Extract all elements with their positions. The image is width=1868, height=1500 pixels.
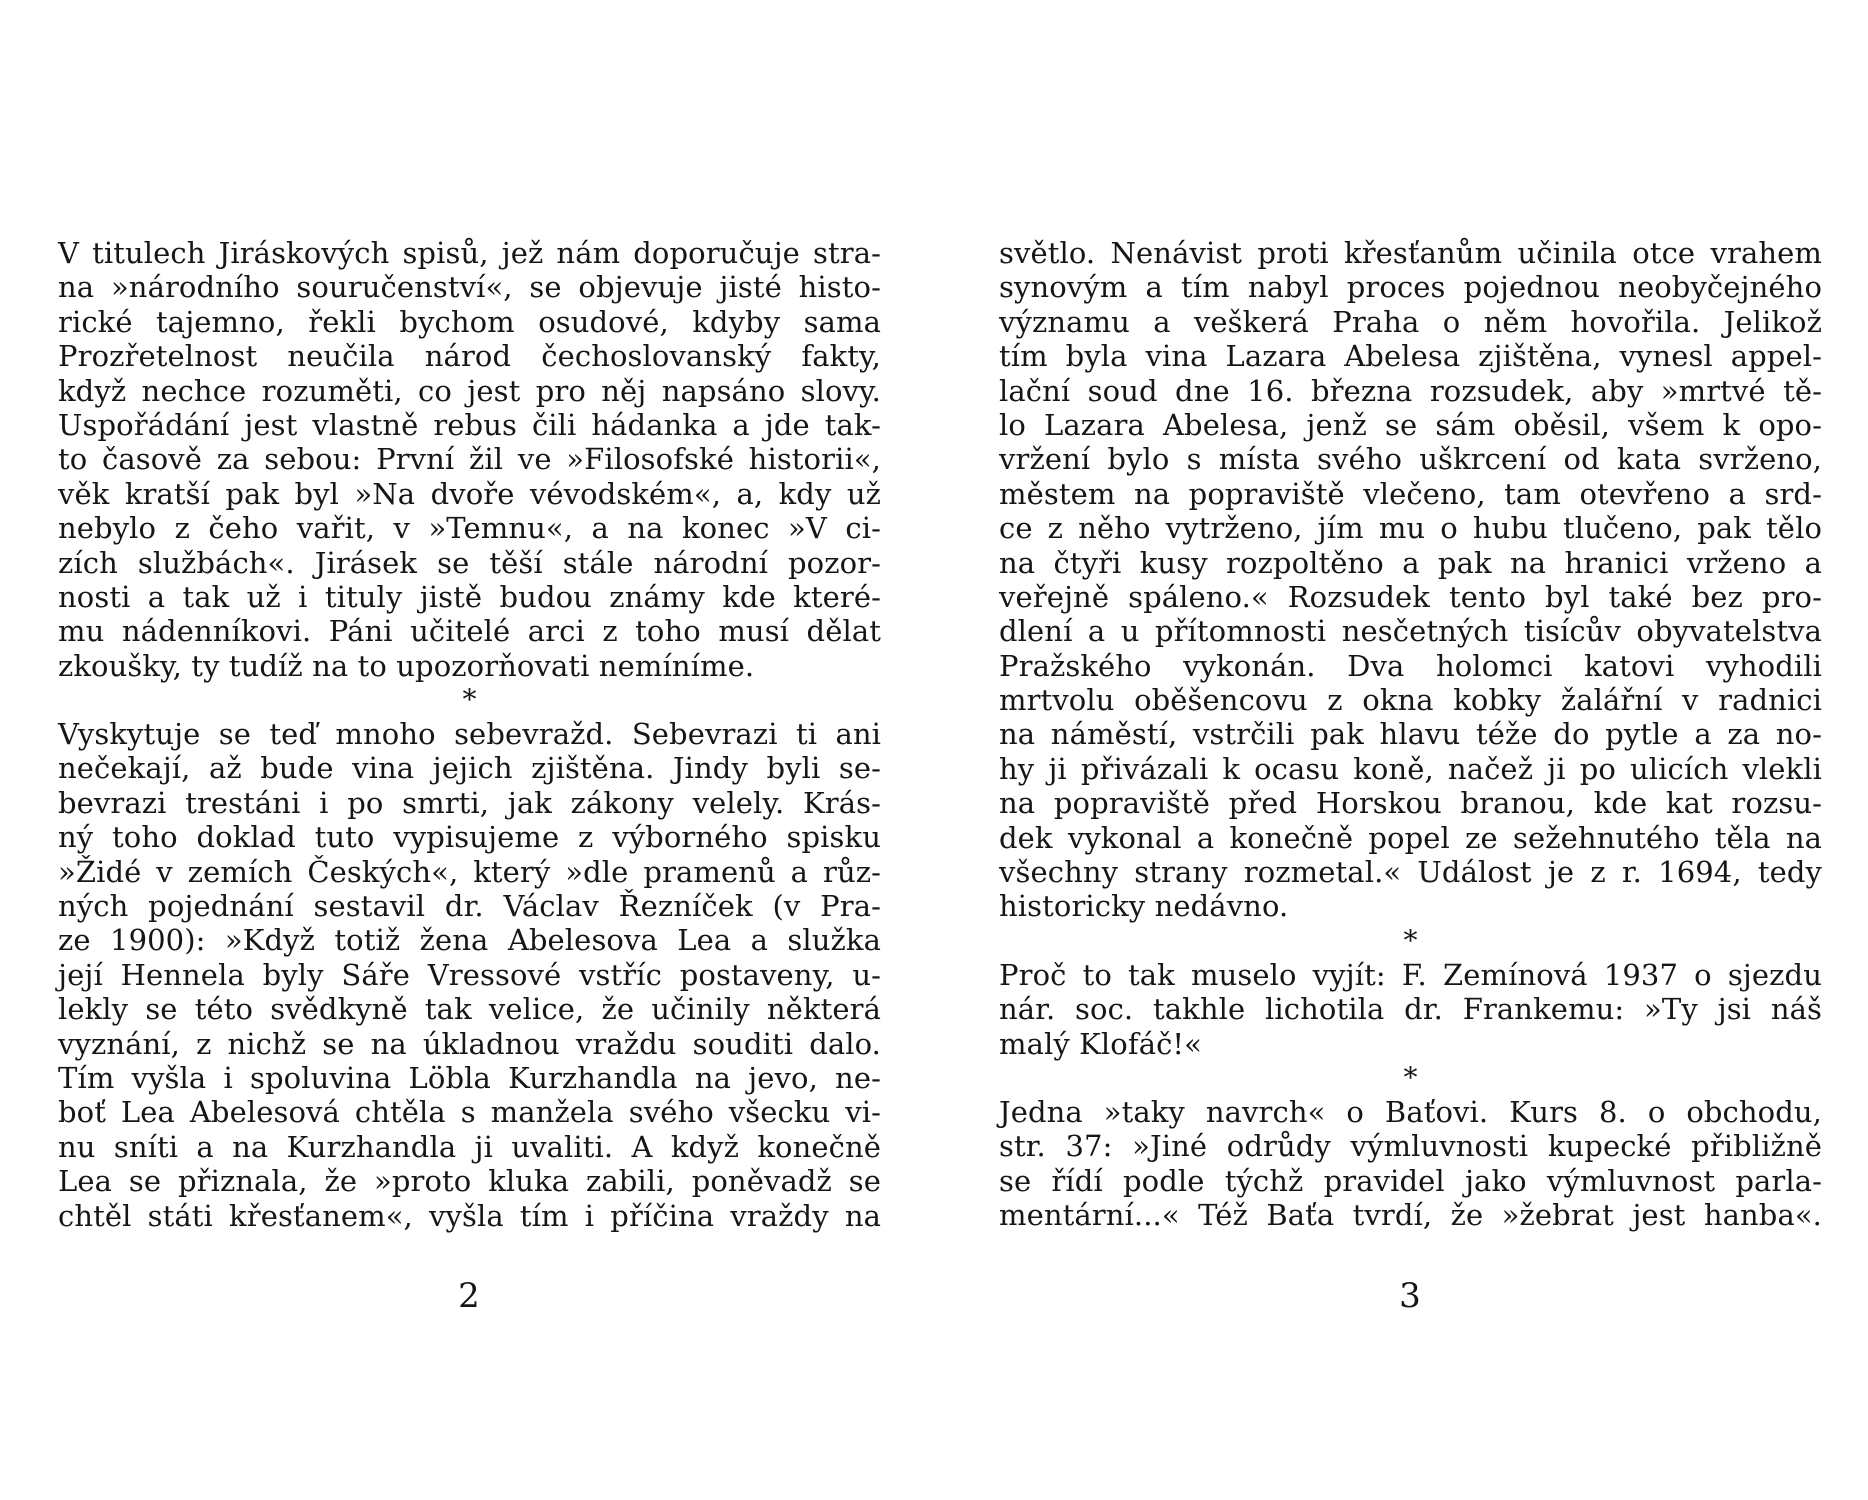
text-line: všechny strany rozmetal.« Událost je z r. 1694, tedy (999, 855, 1822, 890)
text-line: rické tajemno, řekli bychom osudové, kdyby sama (58, 304, 881, 339)
section-separator: * (462, 683, 477, 717)
text-line: historicky nedávno. (999, 889, 1289, 924)
text-line: Vyskytuje se teď mnoho sebevražd. Sebevrazi ti ani (58, 717, 881, 752)
text-line: malý Klofáč!« (999, 1026, 1203, 1061)
text-line: nu sníti a na Kurzhandla ji uvaliti. A když konečně (58, 1129, 881, 1164)
text-line: »Židé v zemích Českých«, který »dle pramenů a růz- (58, 854, 881, 889)
text-line: na náměstí, vstrčili pak hlavu téže do pytle a za no- (999, 717, 1822, 752)
text-line: dlení a u přítomnosti nesčetných tisícův obyvatelstva (999, 614, 1822, 649)
text-line: nečekají, až bude vina jejich zjištěna. Jindy byli se- (58, 751, 881, 786)
text-line: světlo. Nenávist proti křesťanům učinila otce vrahem (999, 236, 1822, 270)
text-line: lekly se této svědkyně tak velice, že učinily některá (58, 992, 881, 1027)
text-line: na čtyři kusy rozpoltěno a pak na hranici vrženo a (999, 545, 1822, 580)
text-line: V titulech Jiráskových spisů, jež nám doporučuje stra- (58, 236, 881, 270)
section-separator: * (1403, 923, 1418, 957)
text-line: str. 37: »Jiné odrůdy výmluvnosti kupecké přibližně (999, 1129, 1822, 1164)
text-line: tím byla vina Lazara Abelesa zjištěna, vynesl appel- (999, 339, 1822, 374)
text-line: ný toho doklad tuto vypisujeme z výborného spisku (58, 820, 881, 855)
text-line: Uspořádání jest vlastně rebus čili hádanka a jde tak- (58, 407, 881, 442)
text-line: městem na popraviště vlečeno, tam otevřeno a srd- (999, 476, 1822, 511)
text-line: hy ji přivázali k ocasu koně, načež ji po ulicích vlekli (999, 751, 1822, 786)
text-line: na »národního souručenství«, se objevuje jisté histo- (58, 270, 881, 305)
text-line: lační soud dne 16. března rozsudek, aby »mrtvé tě- (999, 373, 1822, 408)
text-line: dek vykonal a konečně popel ze sežehnutého těla na (999, 820, 1822, 855)
text-line: nosti a tak už i tituly jistě budou známy kde které- (58, 579, 881, 614)
text-line: zích službách«. Jirásek se těší stále národní pozor- (58, 545, 881, 580)
text-line: Pražského vykonán. Dva holomci katovi vyhodili (999, 648, 1822, 683)
text-line: mu nádenníkovi. Páni učitelé arci z toho musí dělat (58, 614, 881, 649)
text-line: Lea se přiznala, že »proto kluka zabili, poněvadž se (58, 1164, 881, 1199)
right-page (999, 236, 1822, 1233)
text-line: mrtvolu oběšencovu z okna kobky žalářní v radnici (999, 683, 1822, 718)
left-paragraph-1 (58, 236, 881, 683)
text-line: na popraviště před Horskou branou, kde kat rozsu- (999, 786, 1822, 821)
text-line: ných pojednání sestavil dr. Václav Řezníček (v Pra- (58, 889, 881, 924)
page-number: 2 (458, 1276, 480, 1316)
text-line: nár. soc. takhle lichotila dr. Frankemu: »Ty jsi náš (999, 992, 1822, 1027)
text-line: ce z něho vytrženo, jím mu o hubu tlučeno, pak tělo (999, 511, 1822, 546)
text-line: její Hennela byly Sáře Vressové vstříc postaveny, u- (58, 957, 881, 992)
text-line: Tím vyšla i spoluvina Löbla Kurzhandla na jevo, ne- (58, 1060, 881, 1095)
left-page (58, 236, 881, 1233)
page-number: 3 (1399, 1276, 1421, 1316)
text-line: významu a veškerá Praha o něm hovořila. Jelikož (999, 304, 1822, 339)
text-line: chtěl státi křesťanem«, vyšla tím i příčina vraždy na (58, 1198, 881, 1233)
text-line: Proč to tak muselo vyjít: F. Zemínová 1937 o sjezdu (999, 957, 1822, 992)
text-line: se řídí podle týchž pravidel jako výmluvnost parla- (999, 1163, 1822, 1198)
text-line: vržení bylo s místa svého uškrcení od kata svrženo, (999, 442, 1822, 477)
text-line: ze 1900): »Když totiž žena Abelesova Lea a služka (58, 923, 881, 958)
text-line: vyznání, z nichž se na úkladnou vraždu souditi dalo. (58, 1026, 881, 1061)
text-line: mentární...« Též Baťa tvrdí, že »žebrat jest hanba«. (999, 1198, 1822, 1233)
text-line: Prozřetelnost neučila národ čechoslovanský fakty, (58, 339, 881, 374)
right-paragraph-3 (999, 1095, 1822, 1233)
text-line: Jedna »taky navrch« o Baťovi. Kurs 8. o obchodu, (999, 1094, 1822, 1129)
text-line: zkoušky, ty tudíž na to upozorňovati nemíníme. (58, 648, 755, 683)
text-line: veřejně spáleno.« Rozsudek tento byl také bez pro- (999, 579, 1822, 614)
text-line: synovým a tím nabyl proces pojednou neobyčejného (999, 270, 1822, 305)
text-line: věk kratší pak byl »Na dvoře vévodském«, a, kdy už (58, 476, 881, 511)
left-paragraph-2 (58, 717, 881, 1233)
text-line: boť Lea Abelesová chtěla s manžela svého všecku vi- (58, 1095, 881, 1130)
right-paragraph-2 (999, 958, 1822, 1061)
text-line: když nechce rozuměti, co jest pro něj napsáno slovy. (58, 373, 881, 408)
section-separator: * (1403, 1060, 1418, 1094)
right-paragraph-1 (999, 236, 1822, 924)
text-line: bevrazi trestáni i po smrti, jak zákony velely. Krás- (58, 785, 881, 820)
text-line: nebylo z čeho vařit, v »Temnu«, a na konec »V ci- (58, 511, 881, 546)
text-line: to časově za sebou: První žil ve »Filosofské historii«, (58, 442, 881, 477)
text-line: lo Lazara Abelesa, jenž se sám oběsil, všem k opo- (999, 407, 1822, 442)
